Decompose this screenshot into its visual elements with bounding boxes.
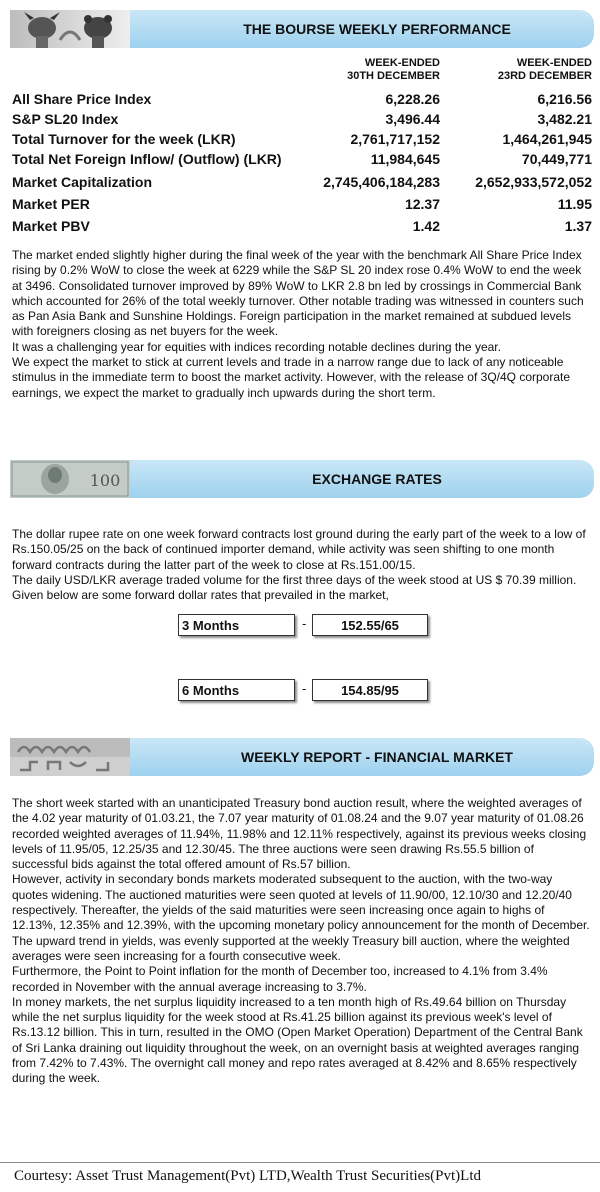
row-label: Market PER bbox=[12, 196, 90, 212]
row-label: S&P SL20 Index bbox=[12, 111, 119, 127]
financial-paragraph-2: However, activity in secondary bonds markets moderated subsequent to the auction, with the two-way quotes widening. The auctioned maturities were seen quoted at levels of 11.90/00, 12.10/30 and 12.20/40 respectively. Thereafter, the yields of the said maturities were seen increasing once again to highs of 12.13%, 12.35% and 12.39%, with the upcoming monetary policy announcement for the month of December. The upward trend in yields, was evenly supported at the weekly Treasury bill auction, where the weighted averages were seen increasing for a fourth consecutive week. bbox=[12, 872, 590, 963]
exchange-banner bbox=[10, 460, 594, 498]
row-value-previous: 1,464,261,945 bbox=[502, 131, 592, 147]
row-value-current: 1.42 bbox=[412, 218, 440, 234]
forward-rate-box bbox=[312, 679, 428, 701]
row-value-previous: 6,216.56 bbox=[537, 91, 592, 107]
forward-period-box bbox=[178, 614, 295, 636]
forward-rate-row bbox=[178, 679, 438, 701]
bourse-paragraph-3: We expect the market to stick at current levels and trade in a narrow range due to lack of any noticeable stimulus in the immediate term to boost the market activity. However, with the release of 3Q/4Q corporate earnings, we expect the market to gradually inch upwards during the short term. bbox=[12, 355, 571, 400]
financial-paragraph-1: The short week started with an unanticipated Treasury bond auction result, where the weighted averages of the 4.02 year maturity of 01.03.21, the 7.07 year maturity of 01.08.24 and the 9.07 year maturity of 01.08.26 recorded weighted averages of 11.94%, 11.98% and 12.11% respectively, against its previous weeks closing levels of 11.95/05, 12.25/35 and 12.30/45. The three auctions were seen drawing Rs.55.5 billion of successful bids against the total offered amount of Rs.57 billion. bbox=[12, 796, 587, 872]
courtesy-footer: Courtesy: Asset Trust Management(Pvt) LTD,Wealth Trust Securities(Pvt)Ltd bbox=[14, 1168, 481, 1184]
row-label: Market Capitalization bbox=[12, 174, 153, 190]
row-value-previous: 1.37 bbox=[564, 218, 592, 234]
forward-dash: - bbox=[302, 681, 307, 696]
bourse-banner bbox=[10, 10, 594, 48]
col1-header-line2: 30TH DECEMBER bbox=[347, 70, 440, 82]
table-row bbox=[12, 196, 592, 216]
table-row bbox=[12, 91, 592, 111]
col2-header bbox=[498, 57, 592, 83]
col1-header-line1: WEEK-ENDED bbox=[364, 57, 440, 69]
bourse-title: THE BOURSE WEEKLY PERFORMANCE bbox=[243, 21, 511, 37]
table-row bbox=[12, 174, 592, 194]
row-label: All Share Price Index bbox=[12, 91, 152, 107]
row-label: Market PBV bbox=[12, 218, 90, 234]
row-value-current: 3,496.44 bbox=[385, 111, 440, 127]
row-value-previous: 70,449,771 bbox=[521, 151, 592, 167]
table-row bbox=[12, 218, 592, 238]
financial-paragraph-4: In money markets, the net surplus liquidity increased to a ten month high of Rs.49.64 billion on Thursday while the net surplus liquidity for the week stood at Rs.41.25 billion against its previous week's level of Rs.13.12 billion. This in turn, resulted in the OMO (Open Market Operation) Department of the Central Bank of Sri Lanka draining out liquidity throughout the week, on an overnight basis at weighted averages ranging from 7.42% to 7.43%. The overnight call money and repo rates averaged at 8.42% and 8.65% respectively during the week. bbox=[12, 994, 583, 1086]
row-value-current: 11,984,645 bbox=[370, 151, 440, 167]
svg-text:100: 100 bbox=[89, 471, 121, 490]
row-label: Total Turnover for the week (LKR) bbox=[12, 131, 236, 147]
row-value-previous: 2,652,933,572,052 bbox=[475, 174, 592, 190]
row-value-current: 12.37 bbox=[404, 196, 440, 212]
row-value-previous: 11.95 bbox=[557, 196, 592, 212]
forward-period-box bbox=[178, 679, 295, 701]
dollar-bill-illustration bbox=[10, 460, 130, 498]
bourse-commentary bbox=[12, 248, 590, 401]
table-row bbox=[12, 151, 592, 171]
forward-period: 3 Months bbox=[182, 617, 240, 633]
exchange-paragraph-1: The dollar rupee rate on one week forward contracts lost ground during the early part of the week to a low of Rs.150.05/25 on the back of continued importer demand, while activity was seen shifting to one month forward contracts during the latter part of the week to close at Rs.151.00/15. bbox=[12, 527, 586, 572]
forward-rate-row bbox=[178, 614, 438, 636]
table-row bbox=[12, 131, 592, 151]
forward-period: 6 Months bbox=[182, 682, 240, 698]
row-value-current: 2,761,717,152 bbox=[350, 131, 440, 147]
forward-rate-box bbox=[312, 614, 428, 636]
financial-title: WEEKLY REPORT - FINANCIAL MARKET bbox=[241, 749, 513, 765]
col2-header-line2: 23RD DECEMBER bbox=[497, 70, 592, 82]
forward-rate: 154.85/95 bbox=[341, 682, 399, 698]
financial-banner bbox=[10, 738, 594, 776]
row-value-current: 6,228.26 bbox=[385, 91, 440, 107]
forward-dash: - bbox=[302, 616, 307, 631]
financial-paragraph-3: Furthermore, the Point to Point inflation for the month of December too, increased to 4.1% from 3.4% recorded in November with the annual average increasing to 3.7%. bbox=[12, 964, 548, 994]
sinhala-tamil-script-illustration bbox=[10, 738, 130, 776]
exchange-commentary bbox=[12, 527, 590, 603]
row-value-current: 2,745,406,184,283 bbox=[323, 174, 440, 190]
row-value-previous: 3,482.21 bbox=[537, 111, 592, 127]
forward-rate: 152.55/65 bbox=[341, 617, 399, 633]
col2-header-line1: WEEK-ENDED bbox=[516, 57, 592, 69]
bull-bear-illustration bbox=[10, 10, 130, 48]
footer-divider bbox=[0, 1162, 600, 1163]
bourse-paragraph-2: It was a challenging year for equities with indices recording notable declines during the year. bbox=[12, 339, 501, 354]
exchange-title: EXCHANGE RATES bbox=[312, 471, 442, 487]
financial-commentary bbox=[12, 796, 590, 1087]
exchange-paragraph-2: The daily USD/LKR average traded volume for the first three days of the week stood at US $ 70.39 million. Given below are some forward dollar rates that prevailed in the market, bbox=[12, 572, 577, 603]
row-label: Total Net Foreign Inflow/ (Outflow) (LKR) bbox=[12, 151, 282, 167]
col1-header bbox=[347, 57, 440, 83]
bourse-paragraph-1: The market ended slightly higher during the final week of the year with the benchmark All Share Price Index rising by 0.2% WoW to close the week at 6229 while the S&P SL 20 index rose 0.4% WoW to end the week at 3496. Consolidated turnover improved by 89% WoW to LKR 2.8 bn led by crossings in Commercial Bank which accounted for 26% of the total weekly turnover. Other notable trading was witnessed in counters such as Pan Asia Bank and Sunshine Holdings. Foreign participation in the market remained at subdued levels with foreigners closing as net buyers for the week. bbox=[12, 248, 584, 339]
table-row bbox=[12, 111, 592, 131]
